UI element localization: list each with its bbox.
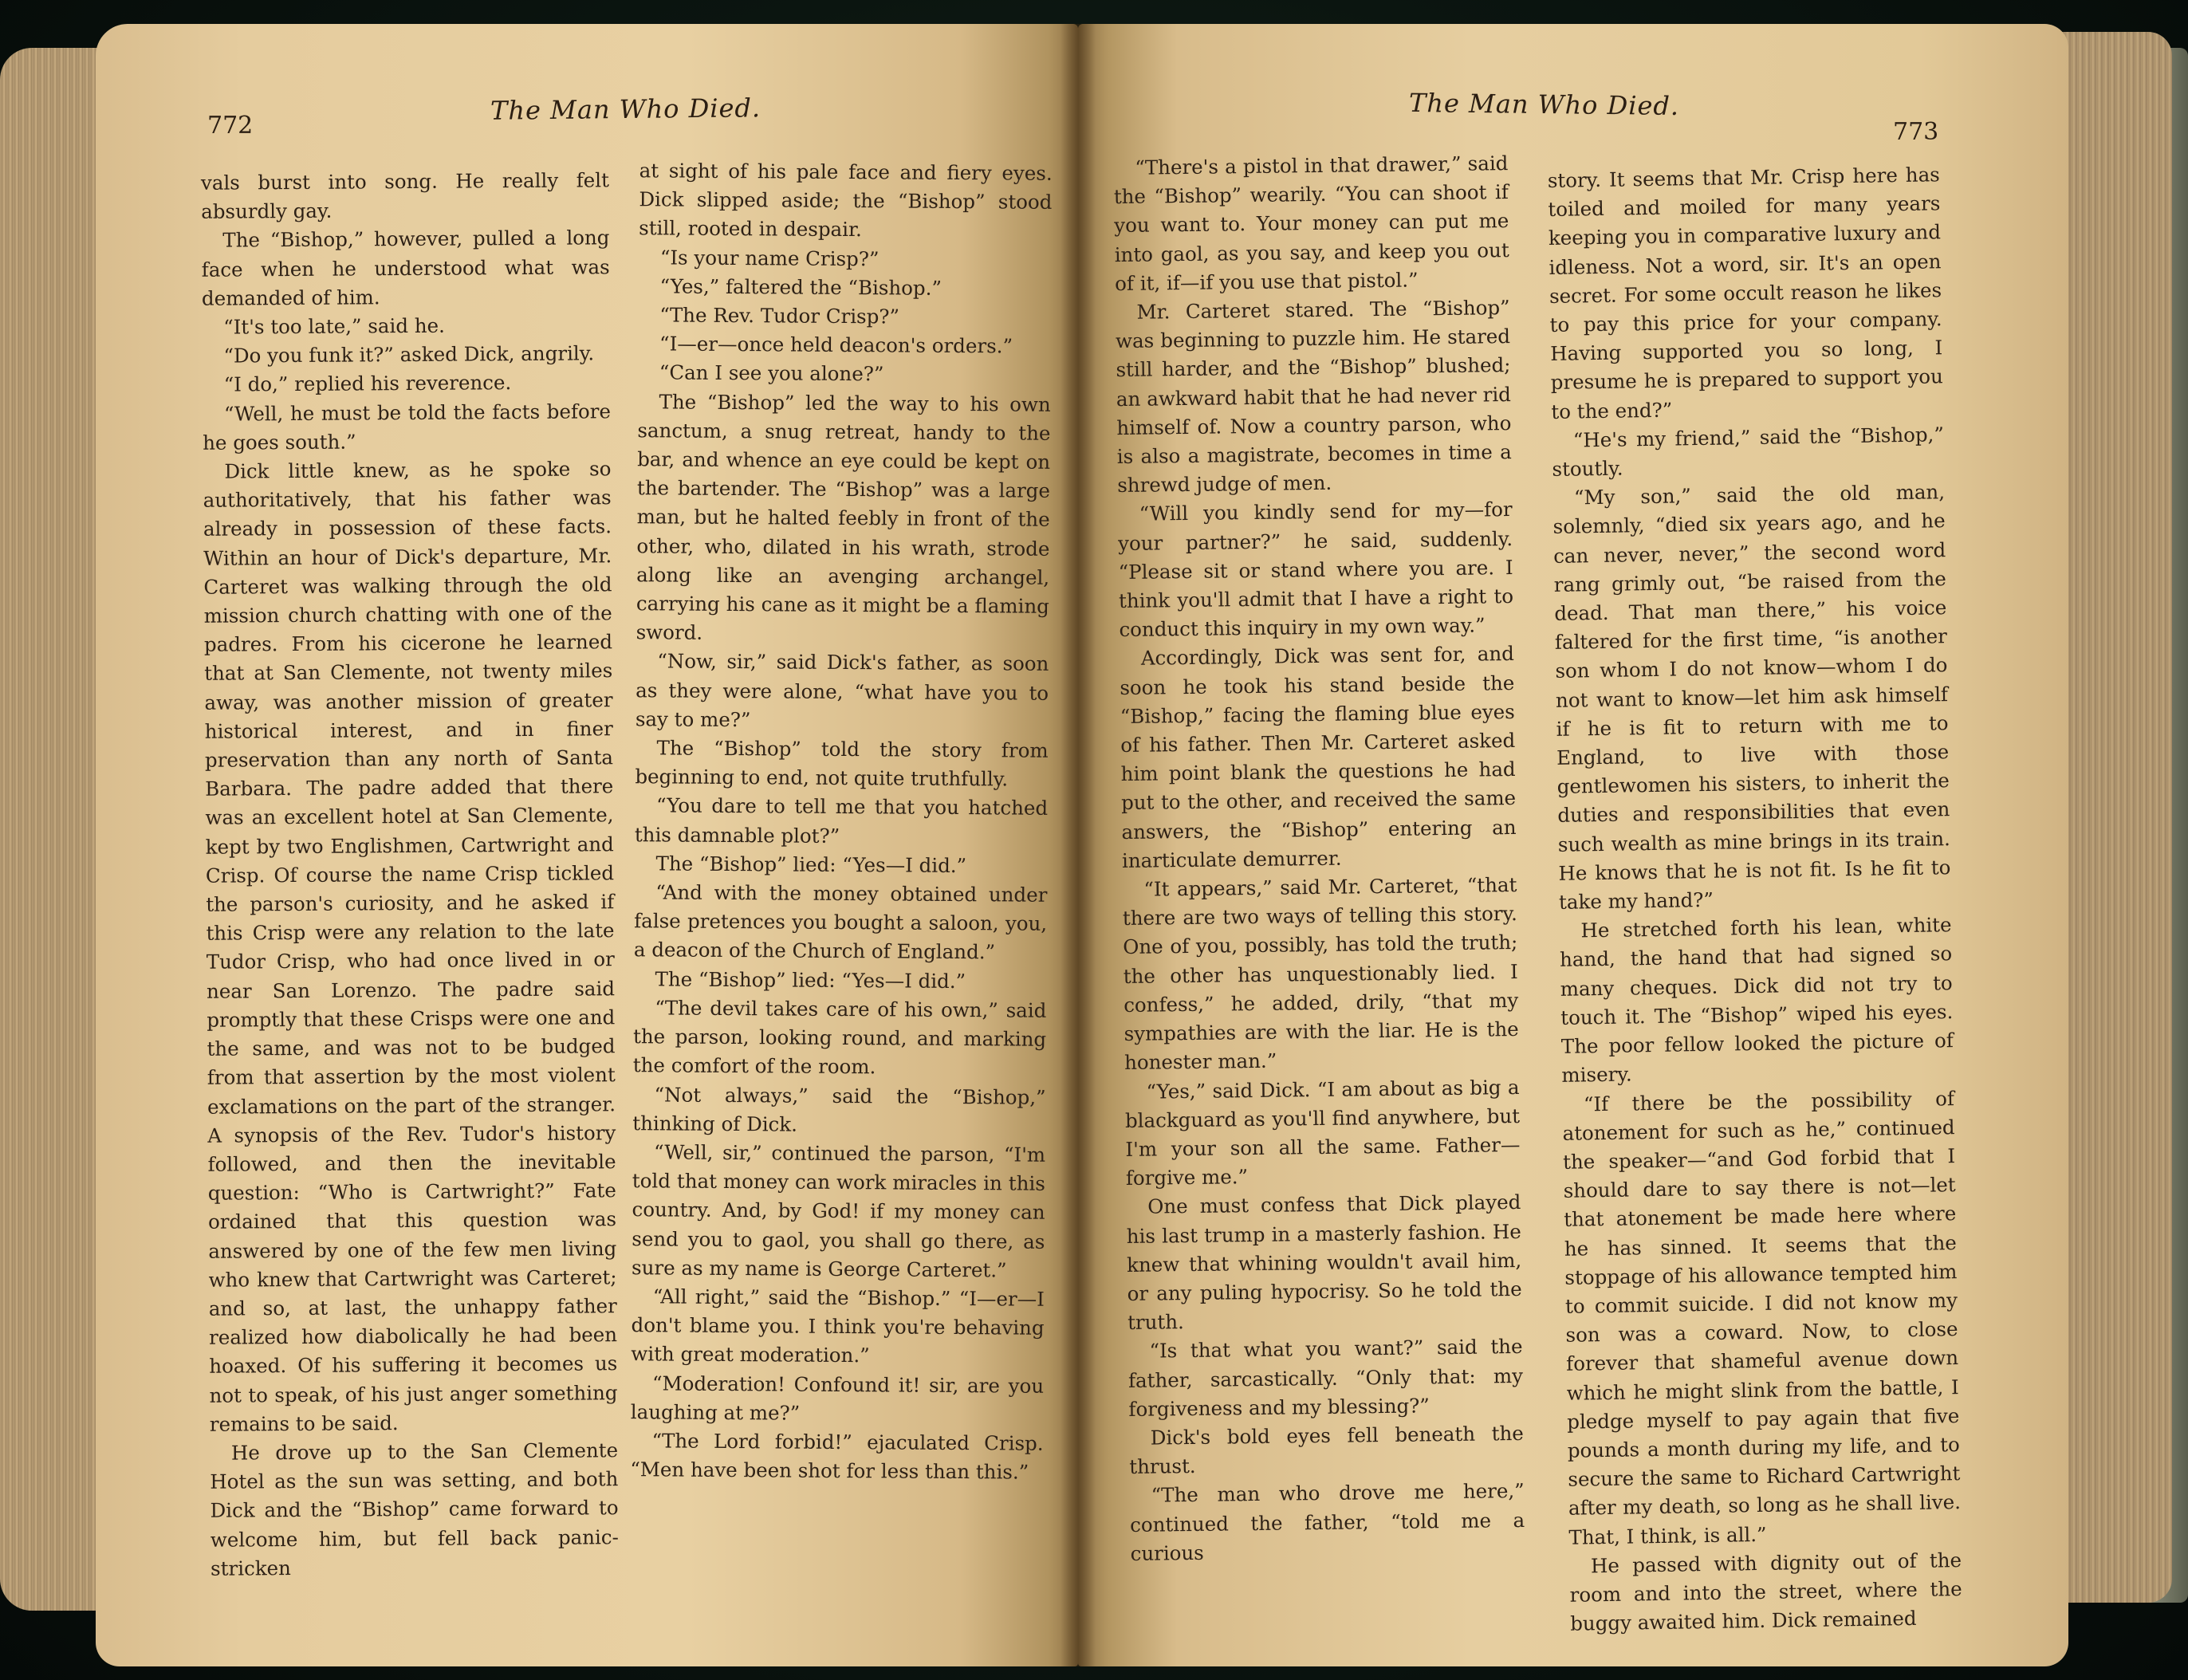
paragraph: “The man who drove me here,” continued the father, “told me a curious bbox=[1130, 1479, 1525, 1565]
paragraph: Dick's bold eyes fell beneath the thrust. bbox=[1129, 1421, 1524, 1479]
paragraph: He drove up to the San Clemente Hotel as the sun was setting, and both Dick and the “Bishop” came forward to welcome him, but fell back panic-stricken bbox=[210, 1438, 619, 1580]
paragraph: One must confess that Dick played his last trump in a masterly fashion. He knew that whining wouldn't avail him, or any puling hypocrisy. So he told the truth. bbox=[1126, 1190, 1522, 1335]
text-column bbox=[1113, 149, 1525, 1568]
right-page-edges bbox=[2052, 32, 2172, 1603]
paragraph: “Will you kindly send for my—for your partner?” he said, suddenly. “Please sit or stand where you are. I think you'll admit that I have a right to conduct this inquiry in my own way.” bbox=[1117, 498, 1514, 642]
paragraph: at sight of his pale face and fiery eyes. Dick slipped aside; the “Bishop” stood still, rooted in despair. bbox=[639, 159, 1053, 242]
text-column bbox=[1548, 160, 1963, 1639]
paragraph: “The Lord forbid!” ejaculated Crisp. “Men have been shot for less than this.” bbox=[630, 1429, 1044, 1484]
text-column bbox=[630, 156, 1053, 1487]
paragraph: “Is that what you want?” said the father, sarcastically. “Only that: my forgiveness and my blessing?” bbox=[1127, 1335, 1524, 1421]
paragraph: “Well, he must be told the facts before he goes south.” bbox=[203, 399, 612, 454]
paragraph: “My son,” said the old man, solemnly, “died six years ago, and he can never, never,” the second word rang grimly out, “be raised from the dead. That man there,” his voice faltered for the first time, “is another son whom I do not know—whom I do not want to know—let him ask himself if he is fit to return with me to England, to live with those gentlewomen his sisters, to inherit the duties and responsibilities that even such wealth as mine brings in its train. He knows that he is not fit. Is he fit to take my hand?” bbox=[1552, 480, 1951, 914]
paragraph: “Is your name Crisp?” bbox=[659, 246, 880, 270]
paragraph: “Now, sir,” said Dick's father, as soon as they were alone, “what have you to say to me?” bbox=[635, 649, 1049, 732]
paragraph: “Yes,” said Dick. “I am about as big a blackguard as you'll find anywhere, but I'm your son all the same. Father—forgive me.” bbox=[1124, 1075, 1521, 1190]
page-number: 773 bbox=[1893, 118, 1939, 146]
paragraph: The “Bishop” told the story from beginning to end, not quite truthfully. bbox=[635, 736, 1049, 791]
paragraph: “If there be the possibility of atonement for such as he,” continued the speaker—“and God forbid that I should dare to say there is not—let that atonement be made here where he has sinned. It seems that the stoppage of his allowance tempted him to commit suicide. I did not know my son was a coward. Now, to close forever that shameful avenue down which he might slink from the battle, I pledge myself to pay again that five pounds a month during my life, and to secure the same to Richard Cartwright after my death, so long as he shall live. That, I think, is all.” bbox=[1562, 1086, 1962, 1549]
paragraph: “It's too late,” said he. bbox=[223, 313, 445, 339]
paragraph: story. It seems that Mr. Crisp here has toiled and moiled for many years keeping you in comparative luxury and idleness. Not a word, sir. It's an open secret. For some occult reason he likes to pay this price for your company. Having supported you so long, I presume he is prepared to support you to the end?” bbox=[1547, 163, 1943, 423]
paragraph: “Can I see you alone?” bbox=[659, 360, 884, 386]
paragraph: The “Bishop” lied: “Yes—I did.” bbox=[655, 967, 966, 993]
paragraph: “It appears,” said Mr. Carteret, “that there are two ways of telling this story. One of you, possibly, has told the truth; the other has unquestionably lied. I confess,” he added, drily, “that my sympathies are with the liar. He is the honester man.” bbox=[1122, 873, 1519, 1075]
running-head: The Man Who Died. bbox=[490, 92, 761, 126]
paragraph: “The devil takes care of his own,” said the parson, looking round, and marking the comfort of the room. bbox=[632, 996, 1047, 1079]
paragraph: He stretched forth his lean, white hand, the hand that had signed so many cheques. Dick did not try to touch it. The “Bishop” wiped his eyes. The poor fellow looked the picture of misery. bbox=[1559, 913, 1954, 1088]
paragraph: The “Bishop” lied: “Yes—I did.” bbox=[655, 852, 967, 877]
paragraph: “And with the money obtained under false pretences you bought a saloon, you, a deacon of the Church of England.” bbox=[633, 880, 1048, 964]
paragraph: “Yes,” faltered the “Bishop.” bbox=[659, 274, 942, 300]
paragraph: “All right,” said the “Bishop.” “I—er—I don't blame you. I think you're behaving with great moderation.” bbox=[631, 1285, 1045, 1367]
page-number: 772 bbox=[207, 112, 254, 140]
paragraph: Accordingly, Dick was sent for, and soon he took his stand beside the “Bishop,” facing the flaming blue eyes of his father. Then Mr. Carteret asked him point blank the questions he had put to the other, and received the same answers, the “Bishop” entering an inarticulate demurrer. bbox=[1120, 642, 1517, 872]
paragraph: “Do you funk it?” asked Dick, angrily. bbox=[223, 341, 595, 368]
paragraph: “I—er—once held deacon's orders.” bbox=[659, 332, 1013, 358]
paragraph: The “Bishop” led the way to his own sanctum, a snug retreat, handy to the bar, and whence an eye could be kept on the bartender. The “Bishop” was a large man, but he halted feebly in front of the other, who, dilated in his wrath, strode along like an avenging archangel, carrying his cane as it might be a flaming sword. bbox=[636, 390, 1051, 645]
paragraph: “There's a pistol in that drawer,” said the “Bishop” wearily. “You can shoot if you want to. Your money can put me into gaol, as you say, and keep you out of it, if—if you use that pistol.” bbox=[1113, 151, 1509, 295]
text-column bbox=[201, 166, 619, 1583]
paragraph: “You dare to tell me that you hatched this damnable plot?” bbox=[634, 793, 1049, 848]
paragraph: vals burst into song. He really felt absurdly gay. bbox=[200, 168, 610, 224]
paragraph: “He's my friend,” said the “Bishop,” stoutly. bbox=[1552, 423, 1945, 481]
paragraph: “I do,” replied his reverence. bbox=[223, 371, 512, 397]
paragraph: He passed with dignity out of the room and into the street, where the buggy awaited him. Dick remained bbox=[1569, 1548, 1962, 1635]
book-gutter bbox=[1061, 24, 1096, 1666]
left-page bbox=[96, 24, 1078, 1666]
paragraph: Mr. Carteret stared. The “Bishop” was beginning to puzzle him. He stared still harder, and the “Bishop” blushed; an awkward habit that he had never rid himself of. Now a country parson, who is also a magistrate, becomes in time a shrewd judge of men. bbox=[1115, 296, 1512, 498]
paragraph: “The Rev. Tudor Crisp?” bbox=[659, 303, 900, 329]
running-head: The Man Who Died. bbox=[1408, 87, 1680, 122]
paragraph: The “Bishop,” however, pulled a long face when he understood what was demanded of him. bbox=[201, 226, 610, 310]
paragraph: “Moderation! Confound it! sir, are you laughing at me?” bbox=[630, 1371, 1045, 1425]
paragraph: Dick little knew, as he spoke so authoritatively, that his father was already in possession of these facts. Within an hour of Dick's departure, Mr. Carteret was walking through the old mission church chatting with one of the padres. From his cicerone he learned that at San Clemente, not twenty miles away, was another mission of greater historical interest, and in finer preservation than any north of Santa Barbara. The padre added that there was an excellent hotel at San Clemente, kept by two Englishmen, Cartwright and Crisp. Of course the name Crisp tickled the parson's curiosity, and he asked if this Crisp were any relation to the late Tudor Crisp, who had once lived in or near San Lorenzo. The padre said promptly that these Crisps were one and the same, and was not to be budged from that assertion by the most violent exclamations on the part of the stranger. A synopsis of the Rev. Tudor's history followed, and then the inevitable question: “Who is Cartwright?” Fate ordained that this question was answered by one of the few men living who knew that Cartwright was Carteret; and so, at last, the unhappy father realized how diabolically he had been hoaxed. Of his suffering it becomes us not to speak, of his just anger something remains to be said. bbox=[203, 457, 618, 1436]
right-page bbox=[1078, 24, 2068, 1666]
paragraph: “Well, sir,” continued the parson, “I'm told that money can work miracles in this country. And, by God! if my money can send you to gaol, you shall go there, as sure as my name is George Carteret.” bbox=[631, 1140, 1046, 1282]
paragraph: “Not always,” said the “Bishop,” thinking of Dick. bbox=[632, 1082, 1046, 1136]
